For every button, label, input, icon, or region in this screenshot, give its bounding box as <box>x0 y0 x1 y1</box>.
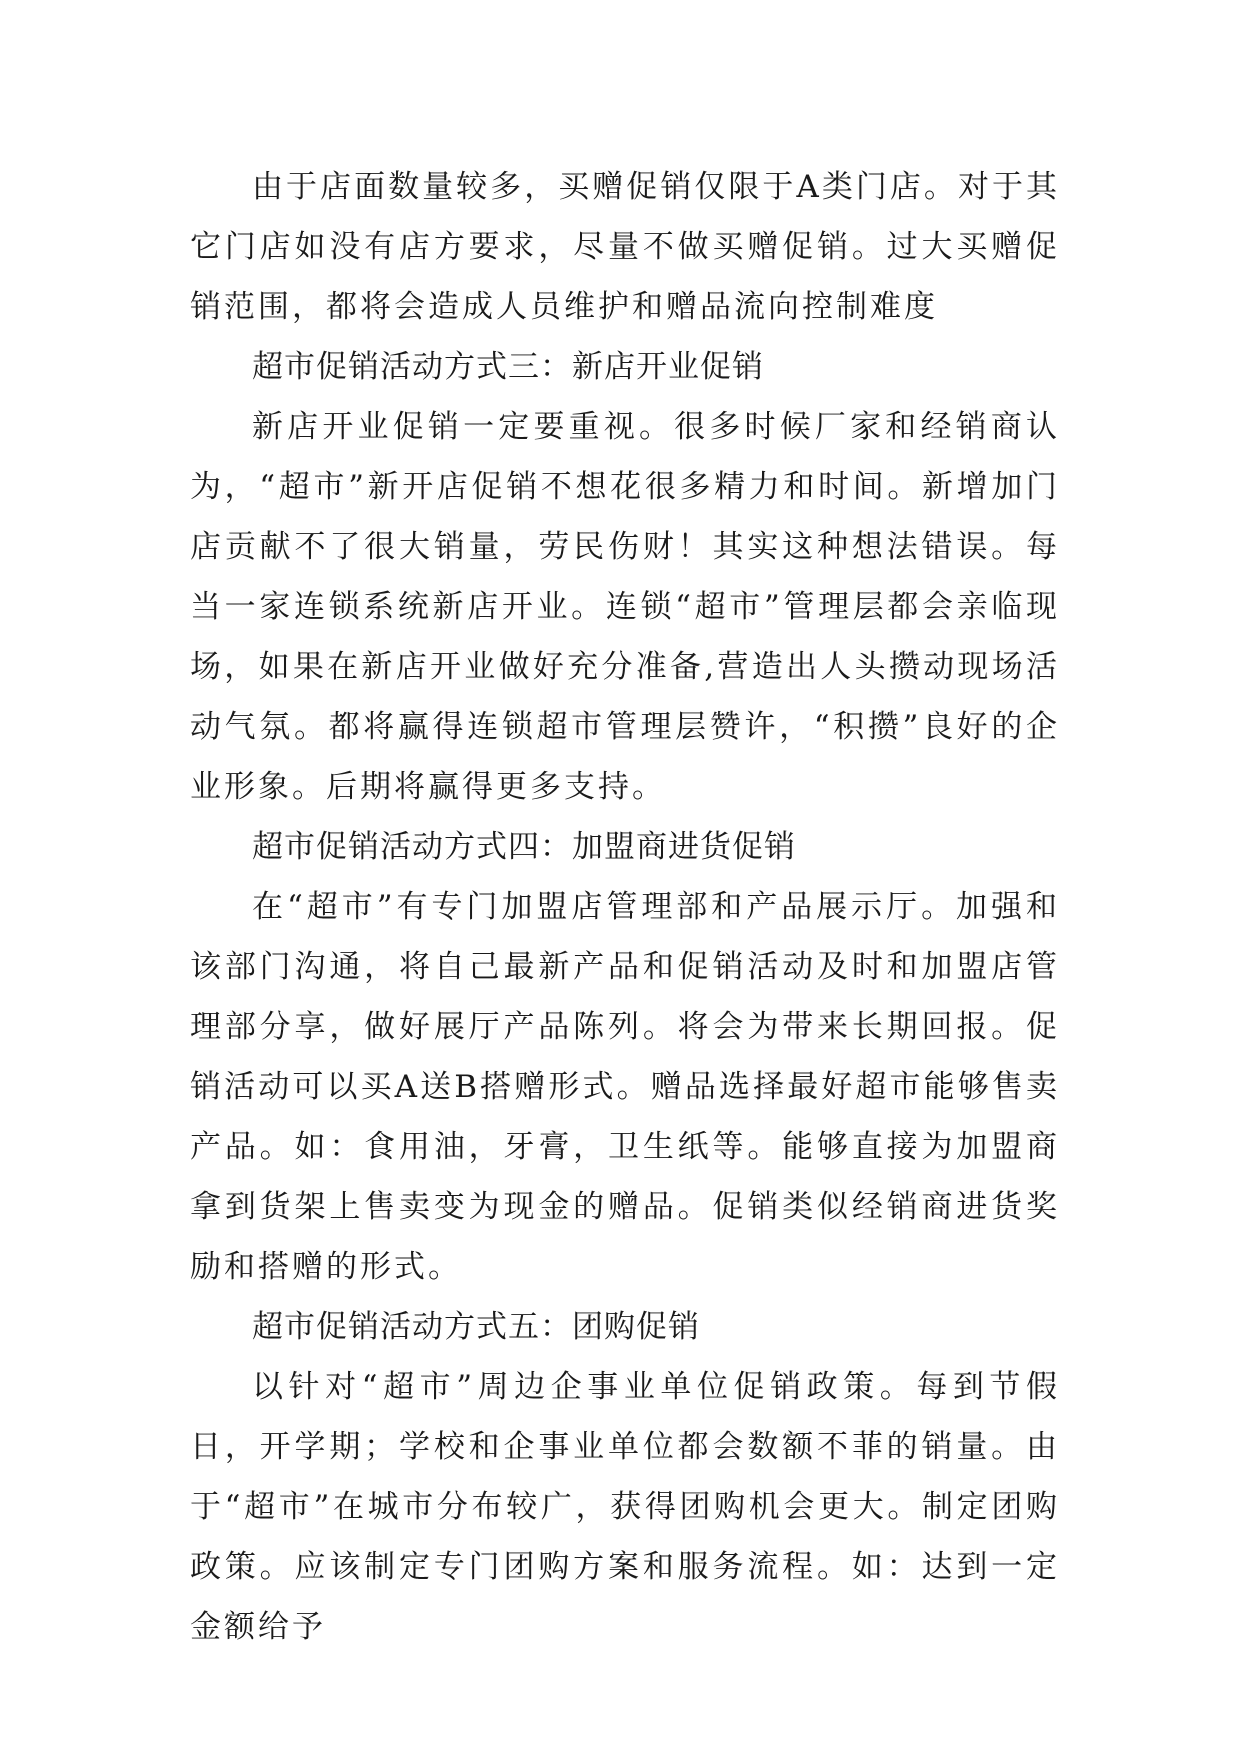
section-heading-group-purchase-promotion: 超市促销活动方式五：团购促销 <box>252 1309 700 1345</box>
document-body <box>190 157 1060 1657</box>
paragraph-buy-gift-scope: 由于店面数量较多，买赠促销仅限于A类门店。对于其它门店如没有店方要求，尽量不做买赠促销。过大买赠促销范围，都将会造成人员维护和赠品流向控制难度 <box>190 169 1060 325</box>
section-heading-new-store-promotion: 超市促销活动方式三：新店开业促销 <box>252 349 764 385</box>
paragraph-new-store-promotion: 新店开业促销一定要重视。很多时候厂家和经销商认为，“超市”新开店促销不想花很多精力和时间。新增加门店贡献不了很大销量，劳民伤财！其实这种想法错误。每当一家连锁系统新店开业。连锁“超市”管理层都会亲临现场，如果在新店开业做好充分准备,营造出人头攒动现场活动气氛。都将赢得连锁超市管理层赞许，“积攒”良好的企业形象。后期将赢得更多支持。 <box>190 409 1060 805</box>
paragraph-franchisee-promotion: 在“超市”有专门加盟店管理部和产品展示厅。加强和该部门沟通，将自己最新产品和促销活动及时和加盟店管理部分享，做好展厅产品陈列。将会为带来长期回报。促销活动可以买A送B搭赠形式。赠品选择最好超市能够售卖产品。如：食用油，牙膏，卫生纸等。能够直接为加盟商拿到货架上售卖变为现金的赠品。促销类似经销商进货奖励和搭赠的形式。 <box>190 889 1060 1285</box>
section-heading-franchisee-promotion: 超市促销活动方式四：加盟商进货促销 <box>252 829 796 865</box>
paragraph-group-purchase-promotion: 以针对“超市”周边企事业单位促销政策。每到节假日，开学期；学校和企事业单位都会数额不菲的销量。由于“超市”在城市分布较广，获得团购机会更大。制定团购政策。应该制定专门团购方案和服务流程。如：达到一定金额给予 <box>190 1369 1060 1645</box>
